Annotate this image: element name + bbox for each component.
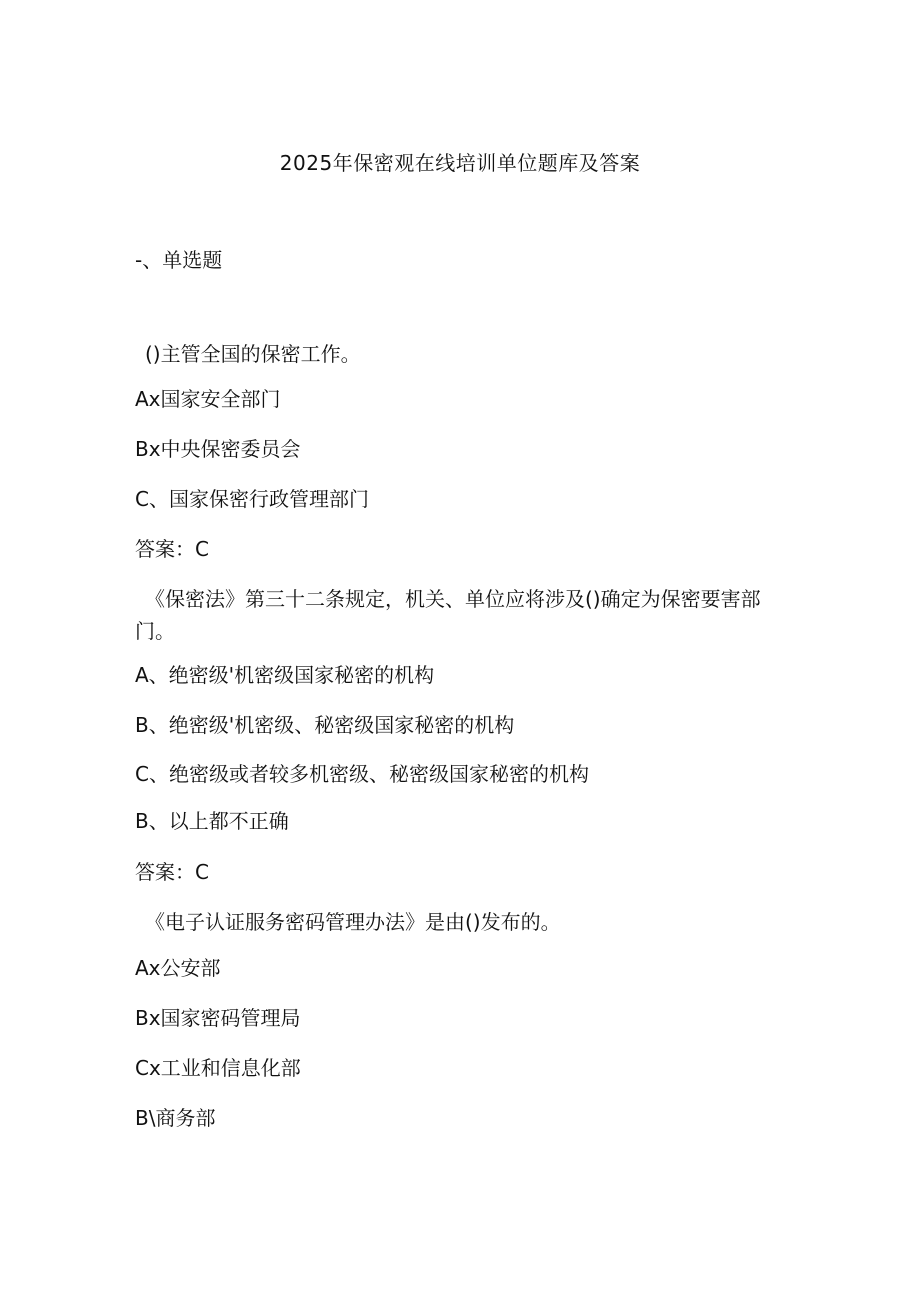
option-b: B、绝密级'机密级、秘密级国家秘密的机构 <box>135 713 515 737</box>
question-stem: 《电子认证服务密码管理办法》是由()发布的。 <box>145 910 561 934</box>
answer-line: 答案：C <box>135 860 209 884</box>
option-d: B\商务部 <box>135 1106 216 1130</box>
question-stem: ()主管全国的保密工作。 <box>145 342 361 366</box>
option-d: B、以上都不正确 <box>135 809 289 833</box>
option-c: C、国家保密行政管理部门 <box>135 487 369 511</box>
question-stem: 《保密法》第三十二条规定，机关、单位应将涉及()确定为保密要害部门。 <box>135 587 761 643</box>
option-c: Cx工业和信息化部 <box>135 1056 301 1080</box>
answer-line: 答案：C <box>135 537 209 561</box>
option-a: A、绝密级'机密级国家秘密的机构 <box>135 663 435 687</box>
option-c: C、绝密级或者较多机密级、秘密级国家秘密的机构 <box>135 762 589 786</box>
option-b: Bx国家密码管理局 <box>135 1006 301 1030</box>
option-b: Bx中央保密委员会 <box>135 437 301 461</box>
section-heading: -、单选题 <box>135 248 223 272</box>
document-title: 2025年保密观在线培训单位题库及答案 <box>279 151 641 175</box>
option-a: Ax公安部 <box>135 956 221 980</box>
option-a: Ax国家安全部门 <box>135 387 281 411</box>
